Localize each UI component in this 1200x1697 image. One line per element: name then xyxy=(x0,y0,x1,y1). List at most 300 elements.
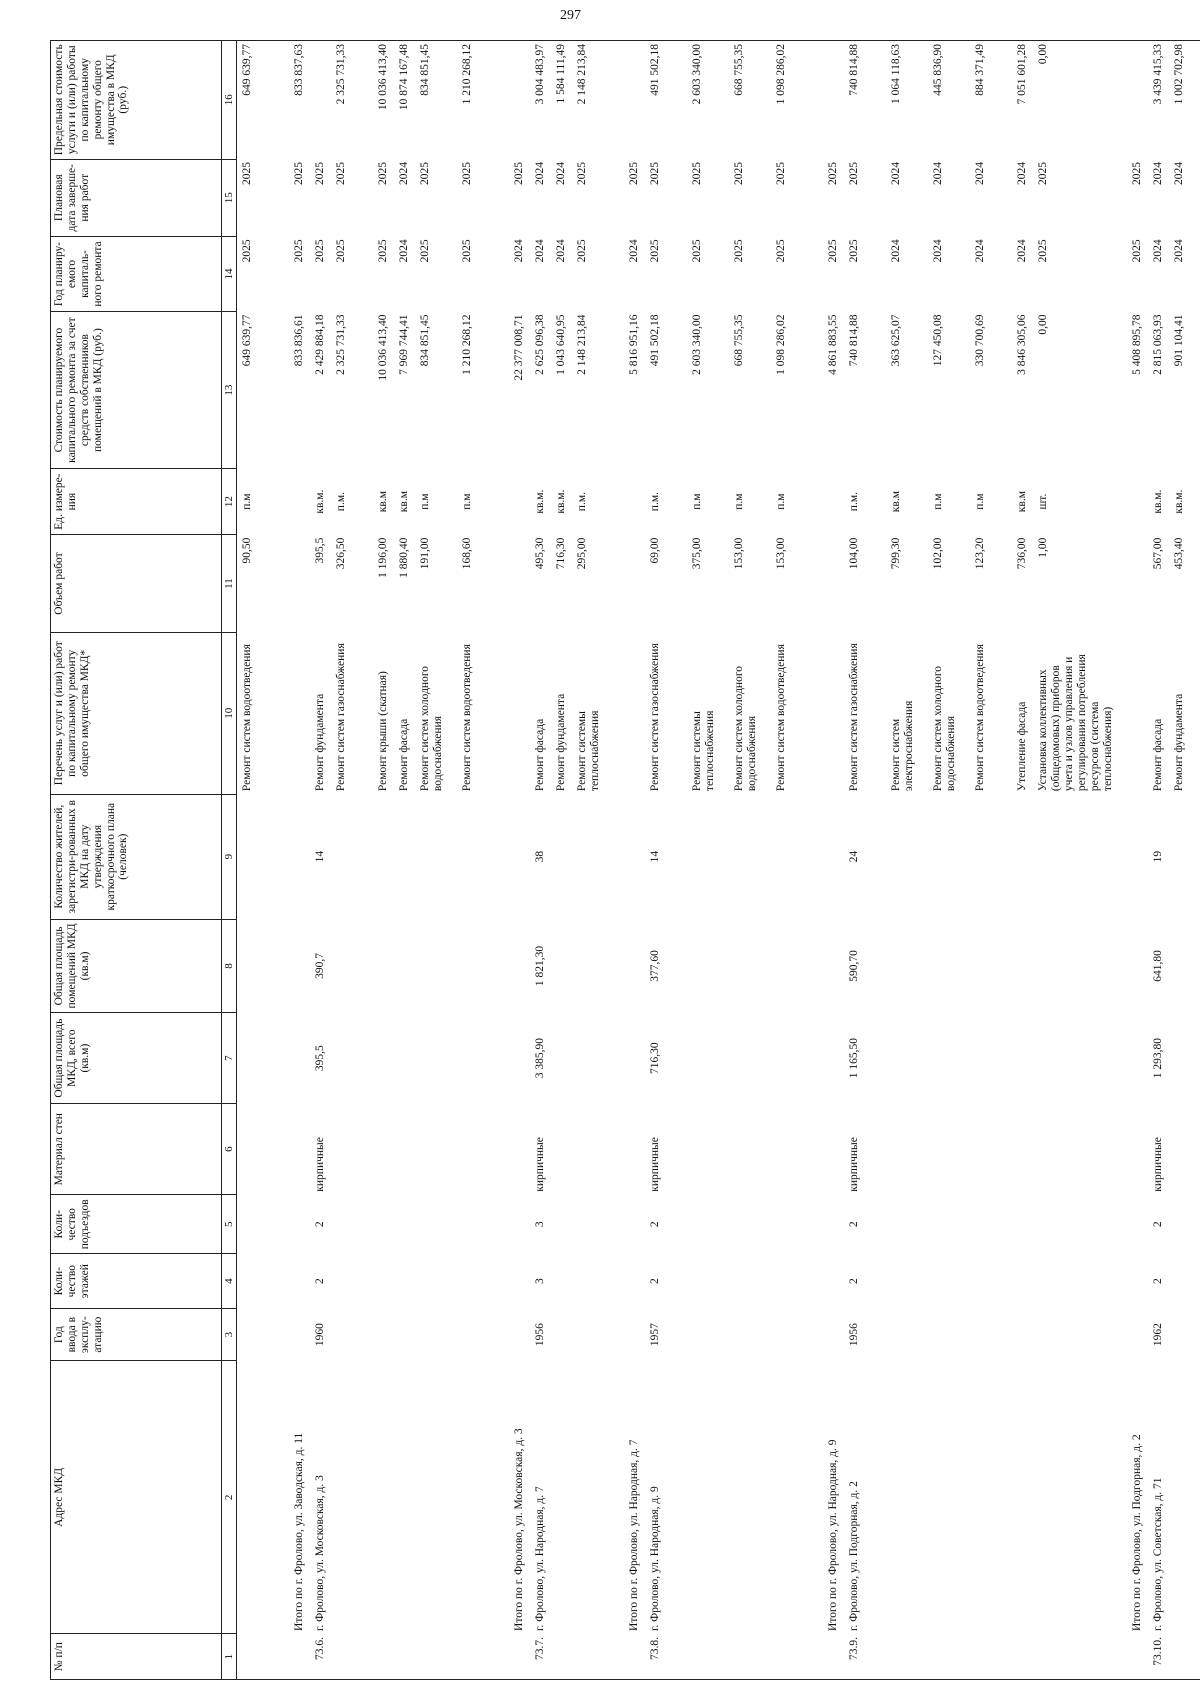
work-end-date: 2025 xyxy=(733,162,746,186)
built-year: 1962 xyxy=(1152,1323,1165,1347)
work-limit-cost xyxy=(314,44,335,156)
work-end-date: 2025 xyxy=(314,162,327,186)
work-limit-cost: 1 002 702,98 xyxy=(1173,44,1186,105)
address: г. Фролово, ул. Подгорная, д. 2 xyxy=(848,1481,861,1631)
spacer xyxy=(827,1311,848,1357)
work-volume: 69,00 xyxy=(649,537,662,564)
work-name: Ремонт систем водоотведения xyxy=(241,644,254,792)
work-cost: 2 325 731,33 xyxy=(335,314,348,375)
column-number-cell: 16 xyxy=(222,41,237,160)
work-name: Ремонт крыши (скатная) xyxy=(377,671,390,792)
spacer xyxy=(827,797,848,916)
area-total: 1 165,50 xyxy=(848,1038,861,1079)
work-limit-cost: 2 603 340,00 xyxy=(691,44,704,105)
work-name: Ремонт системы теплоснабжения xyxy=(576,710,602,792)
work-name: Ремонт фасада xyxy=(1152,718,1165,792)
work-unit: кв.м. xyxy=(534,489,547,514)
group-total-cost: 833 836,61 xyxy=(293,314,306,367)
work-cost: 2 603 340,00 xyxy=(691,314,704,375)
residents-count: 19 xyxy=(1152,850,1165,863)
work-volume: 1,00 xyxy=(1037,537,1050,558)
work-unit: п.м. xyxy=(335,492,348,512)
work-volume: 375,00 xyxy=(691,537,704,570)
work-name: Ремонт систем водоотведения xyxy=(775,644,788,792)
area-rooms: 1 821,30 xyxy=(534,945,547,987)
column-number-cell: 3 xyxy=(222,1308,237,1360)
work-name: Ремонт фундамента xyxy=(1173,693,1186,792)
work-year: 2025 xyxy=(649,239,662,263)
work-year: 2025 xyxy=(314,239,327,263)
group-total-end-date: 2025 xyxy=(1131,162,1144,186)
spacer xyxy=(1131,1107,1152,1192)
work-limit-cost: 2 148 213,84 xyxy=(576,44,589,105)
spacer xyxy=(293,922,314,1009)
work-end-date: 2025 xyxy=(691,162,704,186)
table-row xyxy=(1127,41,1200,1680)
work-limit-cost: 1 584 111,49 xyxy=(555,44,568,104)
rotated-table-sheet xyxy=(50,40,1186,1680)
work-year: 2025 xyxy=(775,239,788,263)
spacer xyxy=(293,1107,314,1192)
spacer xyxy=(628,1637,649,1676)
work-end-date: 2025 xyxy=(775,162,788,186)
entrances-count: 2 xyxy=(848,1221,861,1228)
column-number-cell: 13 xyxy=(222,312,237,469)
work-limit-cost: 3 439 415,33 xyxy=(1152,44,1165,105)
group-total-end-date: 2025 xyxy=(628,162,641,186)
spacer xyxy=(827,922,848,1009)
work-volume: 191,00 xyxy=(419,537,432,570)
work-unit: п.м xyxy=(733,493,746,510)
rotated-content xyxy=(50,40,1186,1680)
work-end-date: 2025 xyxy=(241,162,254,186)
work-volume: 736,00 xyxy=(1016,537,1029,570)
work-volume: 453,40 xyxy=(1173,537,1186,570)
work-unit: п.м xyxy=(775,493,788,510)
work-limit-cost: 649 639,77 xyxy=(241,44,254,96)
work-volume: 153,00 xyxy=(775,537,788,570)
work-end-date: 2024 xyxy=(555,162,568,186)
col-header-num: № п/п xyxy=(51,1634,222,1680)
residents-count: 24 xyxy=(848,850,861,863)
work-unit: п.м. xyxy=(649,492,662,512)
work-volume: 799,30 xyxy=(890,537,903,570)
work-cost: 2 625 096,38 xyxy=(534,314,547,375)
work-end-date: 2025 xyxy=(576,162,589,186)
spacer xyxy=(628,538,649,630)
work-name: Ремонт фундамента xyxy=(314,693,327,792)
work-end-date: 2024 xyxy=(398,162,411,186)
col-header-end-date: Плановая дата заверше-ния работ xyxy=(51,159,222,236)
work-name: Ремонт систем водоотведения xyxy=(461,644,474,792)
work-unit: п.м xyxy=(419,493,432,510)
spacer xyxy=(827,472,848,532)
spacer xyxy=(628,1311,649,1357)
spacer xyxy=(628,472,649,532)
spacer xyxy=(293,538,314,630)
group-total-label: Итого по г. Фролово, ул. Московская, д. 3 xyxy=(513,1428,526,1631)
group-total-year: 2025 xyxy=(827,239,840,263)
work-cost: 363 625,07 xyxy=(890,314,903,367)
row-number: 73.10. xyxy=(1152,1636,1165,1666)
col-header-unit: Ед. измере-ния xyxy=(51,469,222,535)
work-volume: 1 880,40 xyxy=(398,537,411,578)
col-header-residents: Количество жителей, зарегистри-рованных в МКД на дату утверждения краткосрочного плана (человек) xyxy=(51,794,222,919)
work-year: 2024 xyxy=(1173,239,1186,263)
group-total-label: Итого по г. Фролово, ул. Народная, д. 9 xyxy=(827,1439,840,1631)
work-volume: 395,5 xyxy=(314,537,327,564)
spacer xyxy=(827,538,848,630)
work-end-date: 2025 xyxy=(461,162,474,186)
work-cost: 2 429 884,18 xyxy=(314,314,327,375)
work-limit-cost: 2 325 731,33 xyxy=(335,44,348,105)
work-unit: п.м xyxy=(974,493,987,510)
column-number-cell: 5 xyxy=(222,1195,237,1254)
column-number-cell: 15 xyxy=(222,159,237,236)
group-total-label: Итого по г. Фролово, ул. Народная, д. 7 xyxy=(628,1439,641,1631)
spacer xyxy=(293,1637,314,1676)
work-cost: 2 148 213,84 xyxy=(576,314,589,375)
work-year: 2025 xyxy=(1037,239,1050,263)
work-end-date: 2024 xyxy=(1016,162,1029,186)
col-header-entrances: Коли-чество подъездов xyxy=(51,1195,222,1254)
header-row xyxy=(51,41,222,1680)
work-end-date: 2025 xyxy=(419,162,432,186)
area-total: 1 293,80 xyxy=(1152,1038,1165,1079)
spacer xyxy=(1131,1637,1152,1676)
spacer xyxy=(513,797,534,916)
work-name: Ремонт систем электроснабжения xyxy=(890,700,916,792)
area-total: 395,5 xyxy=(314,1045,327,1072)
work-end-date: 2024 xyxy=(932,162,945,186)
spacer xyxy=(628,1107,649,1192)
work-unit: шт. xyxy=(1037,493,1050,510)
work-cost: 3 846 305,06 xyxy=(1016,314,1029,375)
work-name: Ремонт фасада xyxy=(534,718,547,792)
work-unit: кв.м xyxy=(377,491,390,513)
col-header-works: Перечень услуг и (или) работ по капитальному ремонту общего имущества МКД* xyxy=(51,632,222,794)
work-name: Ремонт систем газоснабжения xyxy=(848,643,861,792)
table-row xyxy=(289,41,509,1680)
work-cost: 1 098 286,02 xyxy=(775,314,788,375)
work-end-date: 2024 xyxy=(1173,162,1186,186)
col-header-volume: Объем работ xyxy=(51,535,222,633)
group-total-cost: 5 816 951,16 xyxy=(628,314,641,375)
group-total-year: 2024 xyxy=(628,239,641,263)
work-year: 2025 xyxy=(461,239,474,263)
spacer xyxy=(827,1637,848,1676)
spacer xyxy=(628,1257,649,1306)
column-number-cell: 9 xyxy=(222,794,237,919)
entrances-count: 2 xyxy=(1152,1221,1165,1228)
column-number-cell: 4 xyxy=(222,1254,237,1309)
entrances-count: 3 xyxy=(534,1221,547,1228)
work-limit-cost: 491 502,18 xyxy=(649,44,662,96)
wall-material: кирпичные xyxy=(314,1137,327,1192)
spacer xyxy=(628,635,649,791)
spacer xyxy=(628,922,649,1009)
row-number: 73.6. xyxy=(314,1636,327,1660)
work-name: Ремонт систем газоснабжения xyxy=(335,643,348,792)
page-number: 297 xyxy=(560,8,581,23)
built-year: 1956 xyxy=(848,1323,861,1347)
work-volume: 1 196,00 xyxy=(377,537,390,578)
wall-material: кирпичные xyxy=(848,1137,861,1192)
spacer xyxy=(1131,1257,1152,1306)
column-number-cell: 10 xyxy=(222,632,237,794)
work-year: 2024 xyxy=(890,239,903,263)
work-unit: п.м xyxy=(241,493,254,510)
work-year: 2024 xyxy=(974,239,987,263)
address: г. Фролово, ул. Народная, д. 7 xyxy=(534,1486,547,1631)
work-unit: кв.м. xyxy=(1152,489,1165,514)
work-limit-cost: 0,00 xyxy=(1037,44,1050,65)
work-unit: п.м xyxy=(461,493,474,510)
work-unit: п.м. xyxy=(848,492,861,512)
work-year: 2024 xyxy=(1152,239,1165,263)
area-total: 716,30 xyxy=(649,1042,662,1074)
row-number: 73.7. xyxy=(534,1636,547,1660)
work-cost: 491 502,18 xyxy=(649,314,662,367)
built-year: 1957 xyxy=(649,1323,662,1347)
work-year: 2025 xyxy=(576,239,589,263)
spacer xyxy=(628,797,649,916)
column-number-row xyxy=(222,41,237,1680)
work-volume: 295,00 xyxy=(576,537,589,570)
spacer xyxy=(513,1016,534,1101)
spacer xyxy=(1131,635,1152,791)
work-cost: 649 639,77 xyxy=(241,314,254,367)
residents-count: 38 xyxy=(534,850,547,863)
group-total-limit-cost xyxy=(513,44,534,156)
spacer xyxy=(513,1257,534,1306)
entrances-count: 2 xyxy=(649,1221,662,1228)
work-cost: 7 969 744,41 xyxy=(398,314,411,375)
work-volume: 153,00 xyxy=(733,537,746,570)
work-volume: 716,30 xyxy=(555,537,568,570)
spacer xyxy=(293,797,314,916)
address: г. Фролово, ул. Советская, д. 71 xyxy=(1152,1477,1165,1631)
column-number-cell: 2 xyxy=(222,1361,237,1634)
address: г. Фролово, ул. Народная, д. 9 xyxy=(649,1486,662,1631)
spacer xyxy=(293,1016,314,1101)
work-cost: 10 036 413,40 xyxy=(377,314,390,381)
floors-count: 2 xyxy=(314,1278,327,1285)
row-number: 73.9. xyxy=(848,1636,861,1660)
col-header-address: Адрес МКД xyxy=(51,1361,222,1634)
floors-count: 2 xyxy=(848,1278,861,1285)
table-row xyxy=(509,41,624,1680)
address: г. Фролово, ул. Московская, д. 3 xyxy=(314,1475,327,1631)
spacer xyxy=(513,1198,534,1251)
work-limit-cost: 834 851,45 xyxy=(419,44,432,96)
spacer xyxy=(1131,472,1152,532)
group-total-end-date: 2025 xyxy=(293,162,306,186)
wall-material: кирпичные xyxy=(1152,1137,1165,1192)
work-year: 2025 xyxy=(691,239,704,263)
area-rooms: 390,7 xyxy=(314,953,327,979)
work-name: Ремонт систем холодного водоснабжения xyxy=(419,665,445,792)
work-end-date: 2025 xyxy=(649,162,662,186)
work-volume: 104,00 xyxy=(848,537,861,570)
col-header-built-year: Год ввода в эксплу-атацию xyxy=(51,1308,222,1360)
capital-repair-table xyxy=(50,40,1200,1680)
work-volume: 102,00 xyxy=(932,537,945,570)
work-cost: 1 210 268,12 xyxy=(461,314,474,375)
col-header-area-total: Общая площадь МКД, всего (кв.м) xyxy=(51,1013,222,1104)
residents-count: 14 xyxy=(649,850,662,863)
table-body xyxy=(237,41,1200,1680)
table-row xyxy=(624,41,823,1680)
work-cost: 0,00 xyxy=(1037,314,1050,335)
col-header-limit-cost: Предельная стоимость услуги и (или) работы по капитальному ремонту общего имущества в МКД (руб.) xyxy=(51,41,222,160)
spacer xyxy=(1131,1016,1152,1101)
column-number-cell: 11 xyxy=(222,535,237,633)
entrances-count: 2 xyxy=(314,1221,327,1228)
work-end-date: 2024 xyxy=(534,162,547,186)
col-header-repair-year: Год планиру-емого капиталь-ного ремонта xyxy=(51,236,222,311)
group-total-limit-cost xyxy=(628,44,649,156)
spacer xyxy=(293,1198,314,1251)
work-end-date: 2025 xyxy=(335,162,348,186)
group-total-year: 2024 xyxy=(513,239,526,263)
area-rooms: 377,60 xyxy=(649,950,662,982)
group-total-limit-cost xyxy=(827,44,848,156)
work-cost: 127 450,08 xyxy=(932,314,945,367)
spacer xyxy=(293,635,314,791)
spacer xyxy=(1131,1198,1152,1251)
wall-material: кирпичные xyxy=(649,1137,662,1192)
work-year: 2024 xyxy=(932,239,945,263)
spacer xyxy=(513,538,534,630)
spacer xyxy=(827,1107,848,1192)
work-year: 2024 xyxy=(398,239,411,263)
work-unit: кв.м. xyxy=(555,489,568,514)
work-unit: кв.м. xyxy=(1173,489,1186,514)
work-cost: 901 104,41 xyxy=(1173,314,1186,367)
work-end-date: 2024 xyxy=(890,162,903,186)
work-end-date: 2025 xyxy=(377,162,390,186)
spacer xyxy=(1131,1311,1152,1357)
work-cost: 668 755,35 xyxy=(733,314,746,367)
group-total-limit-cost: 833 837,63 xyxy=(293,44,306,96)
work-name: Ремонт фасада xyxy=(398,718,411,792)
spacer xyxy=(827,1257,848,1306)
work-name: Ремонт систем водоотведения xyxy=(974,644,987,792)
work-year: 2024 xyxy=(534,239,547,263)
spacer xyxy=(293,472,314,532)
work-name: Установка коллективных (общедомовых) приборов учета и узлов управления и регулирования потребления ресурсов (система теплоснабжения) xyxy=(1037,654,1114,792)
col-header-cost: Стоимость планируемого капитального ремонта за счет средств собственников помещений в МКД (руб.) xyxy=(51,312,222,469)
floors-count: 2 xyxy=(649,1278,662,1285)
spacer xyxy=(513,1637,534,1676)
work-end-date: 2024 xyxy=(1152,162,1165,186)
built-year: 1956 xyxy=(534,1323,547,1347)
work-limit-cost: 10 036 413,40 xyxy=(377,44,390,111)
work-year: 2025 xyxy=(848,239,861,263)
work-name: Ремонт систем газоснабжения xyxy=(649,643,662,792)
group-total-year: 2025 xyxy=(293,239,306,263)
work-cost: 740 814,88 xyxy=(848,314,861,367)
work-volume: 495,30 xyxy=(534,537,547,570)
column-number-cell: 7 xyxy=(222,1013,237,1104)
work-year: 2024 xyxy=(1016,239,1029,263)
work-name: Утепление фасада xyxy=(1016,701,1029,792)
work-limit-cost: 10 874 167,48 xyxy=(398,44,411,111)
spacer xyxy=(827,1016,848,1101)
work-year: 2025 xyxy=(377,239,390,263)
work-limit-cost: 1 210 268,12 xyxy=(461,44,474,105)
group-total-cost: 4 861 883,55 xyxy=(827,314,840,375)
spacer xyxy=(628,1198,649,1251)
work-limit-cost: 445 836,90 xyxy=(932,44,945,96)
work-cost: 834 851,45 xyxy=(419,314,432,367)
work-unit: п.м xyxy=(691,493,704,510)
work-unit: кв.м xyxy=(890,491,903,513)
work-unit: п.м. xyxy=(576,492,589,512)
work-limit-cost: 1 064 118,63 xyxy=(890,44,903,104)
work-name: Ремонт фундамента xyxy=(555,693,568,792)
work-year: 2025 xyxy=(335,239,348,263)
wall-material: кирпичные xyxy=(534,1137,547,1192)
spacer xyxy=(1131,797,1152,916)
spacer xyxy=(827,1198,848,1251)
work-volume: 168,60 xyxy=(461,537,474,570)
group-total-label: Итого по г. Фролово, ул. Заводская, д. 11 xyxy=(293,1432,306,1631)
spacer xyxy=(293,1311,314,1357)
work-volume: 123,20 xyxy=(974,537,987,570)
work-volume: 326,50 xyxy=(335,537,348,570)
col-header-floors: Коли-чество этажей xyxy=(51,1254,222,1309)
work-limit-cost: 668 755,35 xyxy=(733,44,746,96)
work-unit: п.м xyxy=(932,493,945,510)
group-total-year: 2025 xyxy=(1131,239,1144,263)
work-volume: 90,50 xyxy=(241,537,254,564)
column-number-cell: 8 xyxy=(222,919,237,1012)
column-number-cell: 1 xyxy=(222,1634,237,1680)
group-total-end-date: 2025 xyxy=(513,162,526,186)
spacer xyxy=(1131,922,1152,1009)
column-number-cell: 12 xyxy=(222,469,237,535)
spacer xyxy=(827,635,848,791)
work-limit-cost: 884 371,49 xyxy=(974,44,987,96)
work-limit-cost: 1 098 286,02 xyxy=(775,44,788,105)
table-row xyxy=(823,41,1127,1680)
work-name: Ремонт систем холодного водоснабжения xyxy=(932,665,958,792)
row-number: 73.8. xyxy=(649,1636,662,1660)
group-total-cost: 5 408 895,78 xyxy=(1131,314,1144,375)
work-year: 2025 xyxy=(733,239,746,263)
area-total: 3 385,90 xyxy=(534,1038,547,1079)
work-unit: кв.м. xyxy=(314,489,327,514)
col-header-walls: Материал стен xyxy=(51,1104,222,1195)
work-limit-cost: 740 814,88 xyxy=(848,44,861,96)
work-end-date: 2025 xyxy=(1037,162,1050,186)
work-name: Ремонт систем холодного водоснабжения xyxy=(733,665,759,792)
work-end-date: 2025 xyxy=(848,162,861,186)
work-year: 2025 xyxy=(419,239,432,263)
group-total-limit-cost xyxy=(1131,44,1152,156)
table-row xyxy=(237,41,290,1680)
spacer xyxy=(513,922,534,1009)
column-number-cell: 6 xyxy=(222,1104,237,1195)
work-unit: кв.м xyxy=(398,491,411,513)
spacer xyxy=(1131,538,1152,630)
spacer xyxy=(513,635,534,791)
group-total-cost: 22 377 008,71 xyxy=(513,314,526,381)
work-unit: кв.м xyxy=(1016,491,1029,513)
column-number-cell: 14 xyxy=(222,236,237,311)
